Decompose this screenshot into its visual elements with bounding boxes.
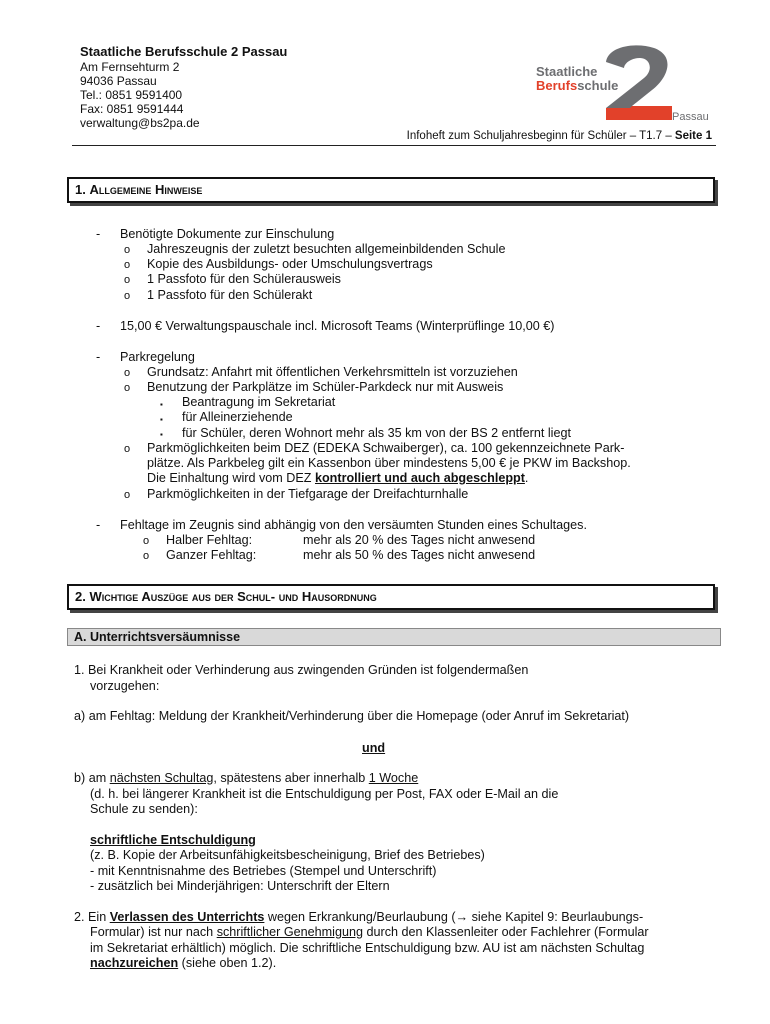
bullet-circle: o (124, 367, 131, 379)
rule-b-line-3: Schule zu senden): (90, 802, 198, 816)
info-text: Infoheft zum Schuljahresbeginn für Schüler – T1.7 – (406, 130, 675, 142)
bullet-dash: - (96, 350, 101, 364)
logo-text-schule: schule (577, 78, 619, 93)
school-name: Staatliche Berufsschule 2 Passau (80, 44, 288, 59)
rule-b-next-day: nächsten Schultag (109, 771, 214, 785)
excuse-title: schriftliche Entschuldigung (90, 833, 256, 847)
dez-text: Die Einhaltung wird vom DEZ (147, 471, 315, 485)
docs-title: Benötigte Dokumente zur Einschulung (120, 227, 335, 241)
address-line-email[interactable]: verwaltung@bs2pa.de (80, 116, 200, 130)
header-divider (72, 145, 716, 146)
bullet-circle: o (143, 535, 150, 547)
logo-text-berufs: Berufs (536, 78, 578, 93)
fee-text: 15,00 € Verwaltungspauschale incl. Microsoft Teams (Winterprüflinge 10,00 €) (120, 319, 555, 333)
bullet-square: ▪ (160, 430, 163, 439)
docs-item: Kopie des Ausbildungs- oder Umschulungsvertrags (147, 257, 433, 271)
bullet-circle: o (124, 290, 131, 302)
rule-2-line-1 (74, 910, 643, 925)
section-2-number: 2. (75, 589, 86, 604)
bullet-circle: o (143, 550, 150, 562)
rule-b-week: 1 Woche (368, 771, 419, 785)
rule-2-teacher: durch den Klassenleiter oder Fachlehrer (Formular (363, 925, 649, 939)
rule-2-form: Formular) ist nur nach (90, 925, 217, 939)
bullet-circle: o (124, 382, 131, 394)
parking-subitem: für Schüler, deren Wohnort mehr als 35 km von der BS 2 entfernt liegt (182, 426, 571, 440)
rule-b-middle: , spätestens aber innerhalb (213, 771, 369, 785)
rule-2-line-2 (90, 925, 649, 940)
docs-item: 1 Passfoto für den Schülerakt (147, 288, 313, 302)
section-2-title-a: Wichtige Auszüge aus der Schul- (89, 589, 276, 604)
rule-a-line: a) am Fehltag: Meldung der Krankheit/Verhinderung über die Homepage (oder Anruf im Sekretariat) (74, 709, 630, 723)
dez-period: . (524, 471, 529, 485)
parking-item-dez-3 (147, 471, 528, 486)
bullet-dash: - (96, 518, 101, 532)
absence-title: Fehltage im Zeugnis sind abhängig von den versäumten Stunden eines Schultages. (120, 518, 587, 532)
parking-item-dez-2: plätze. Als Parkbeleg gilt ein Kassenbon über mindestens 5,00 € je PKW im Backshop. (147, 456, 631, 470)
parking-subitem: Beantragung im Sekretariat (182, 395, 336, 409)
bullet-circle: o (124, 489, 131, 501)
svg-text:Berufsschule (536, 78, 618, 93)
bullet-circle: o (124, 244, 131, 256)
school-logo (536, 44, 716, 124)
subsection-a-heading: A. Unterrichtsversäumnisse (67, 628, 721, 646)
rule-b-line-1 (74, 771, 418, 786)
page-number: Seite 1 (674, 130, 712, 142)
bullet-circle: o (124, 274, 131, 286)
rule-1-line-1: 1. Bei Krankheit oder Verhinderung aus zwingenden Gründen ist folgendermaßen (74, 663, 529, 677)
rule-2-written-approval: schriftlicher Genehmigung (216, 925, 363, 939)
parking-title: Parkregelung (120, 350, 195, 364)
excuse-line-2: - mit Kenntnisnahme des Betriebes (Stempel und Unterschrift) (90, 864, 437, 878)
rule-1-line-2: vorzugehen: (90, 679, 160, 693)
section-2-heading (67, 584, 715, 610)
address-line-phone: Tel.: 0851 9591400 (80, 88, 183, 102)
absence-half-value: mehr als 20 % des Tages nicht anwesend (303, 533, 536, 547)
docs-item: 1 Passfoto für den Schülerausweis (147, 272, 341, 286)
dez-emphasis: kontrolliert und auch abgeschleppt (314, 471, 525, 485)
logo-text-city: Passau (672, 111, 709, 123)
parking-item: Parkmöglichkeiten in der Tiefgarage der Dreifachturnhalle (147, 487, 469, 501)
section-1-title: Allgemeine Hinweise (89, 182, 203, 197)
parking-item: Benutzung der Parkplätze im Schüler-Parkdeck nur mit Ausweis (147, 380, 504, 394)
rule-b-line-2: (d. h. bei längerer Krankheit ist die Entschuldigung per Post, FAX oder E-Mail an die (90, 787, 559, 801)
rule-2-submit-later: nachzureichen (90, 956, 179, 970)
excuse-line-3: - zusätzlich bei Minderjährigen: Unterschrift der Eltern (90, 879, 390, 893)
logo-text-line1: Staatliche (536, 64, 598, 79)
rule-2-prefix: 2. Ein (74, 910, 110, 924)
rule-2-middle: wegen Erkrankung/Beurlaubung ( (264, 910, 456, 924)
rule-2-chapter-ref: siehe Kapitel 9: Beurlaubungs- (468, 910, 644, 924)
bullet-circle: o (124, 259, 131, 271)
rule-2-line-4 (90, 956, 276, 971)
und-label: und (362, 741, 386, 755)
parking-item-dez-1: Parkmöglichkeiten beim DEZ (EDEKA Schwaiberger), ca. 100 gekennzeichnete Park- (147, 441, 625, 455)
address-line-fax: Fax: 0851 9591444 (80, 102, 184, 116)
absence-full-value: mehr als 50 % des Tages nicht anwesend (303, 548, 536, 562)
parking-subitem: für Alleinerziehende (182, 410, 293, 424)
bullet-dash: - (96, 319, 101, 333)
absence-half-label: Halber Fehltag: (166, 533, 253, 547)
docs-item: Jahreszeugnis der zuletzt besuchten allgemeinbildenden Schule (147, 242, 506, 256)
address-line-city: 94036 Passau (80, 74, 157, 88)
bullet-circle: o (124, 443, 131, 455)
page-info (407, 130, 712, 142)
rule-2-leaving: Verlassen des Unterrichts (109, 910, 265, 924)
address-line-street: Am Fernsehturm 2 (80, 60, 180, 74)
bullet-square: ▪ (160, 415, 163, 424)
section-1-heading (67, 177, 715, 203)
section-1-number: 1. (75, 182, 86, 197)
bullet-dash: - (96, 227, 101, 241)
rule-b-prefix: b) am (74, 771, 110, 785)
parking-item: Grundsatz: Anfahrt mit öffentlichen Verkehrsmitteln ist vorzuziehen (147, 365, 518, 379)
arrow-right-icon: → (455, 910, 469, 924)
absence-full-label: Ganzer Fehltag: (166, 548, 257, 562)
rule-2-line-3: im Sekretariat erhältlich) möglich. Die schriftliche Entschuldigung bzw. AU ist am nächsten Schultag (90, 941, 645, 955)
section-2-title-b: und Hausordnung (275, 589, 377, 604)
logo-graphic (536, 44, 716, 124)
rule-2-see-above: (siehe oben 1.2). (178, 956, 277, 970)
excuse-line-1: (z. B. Kopie der Arbeitsunfähigkeitsbescheinigung, Brief des Betriebes) (90, 848, 485, 862)
bullet-square: ▪ (160, 400, 163, 409)
